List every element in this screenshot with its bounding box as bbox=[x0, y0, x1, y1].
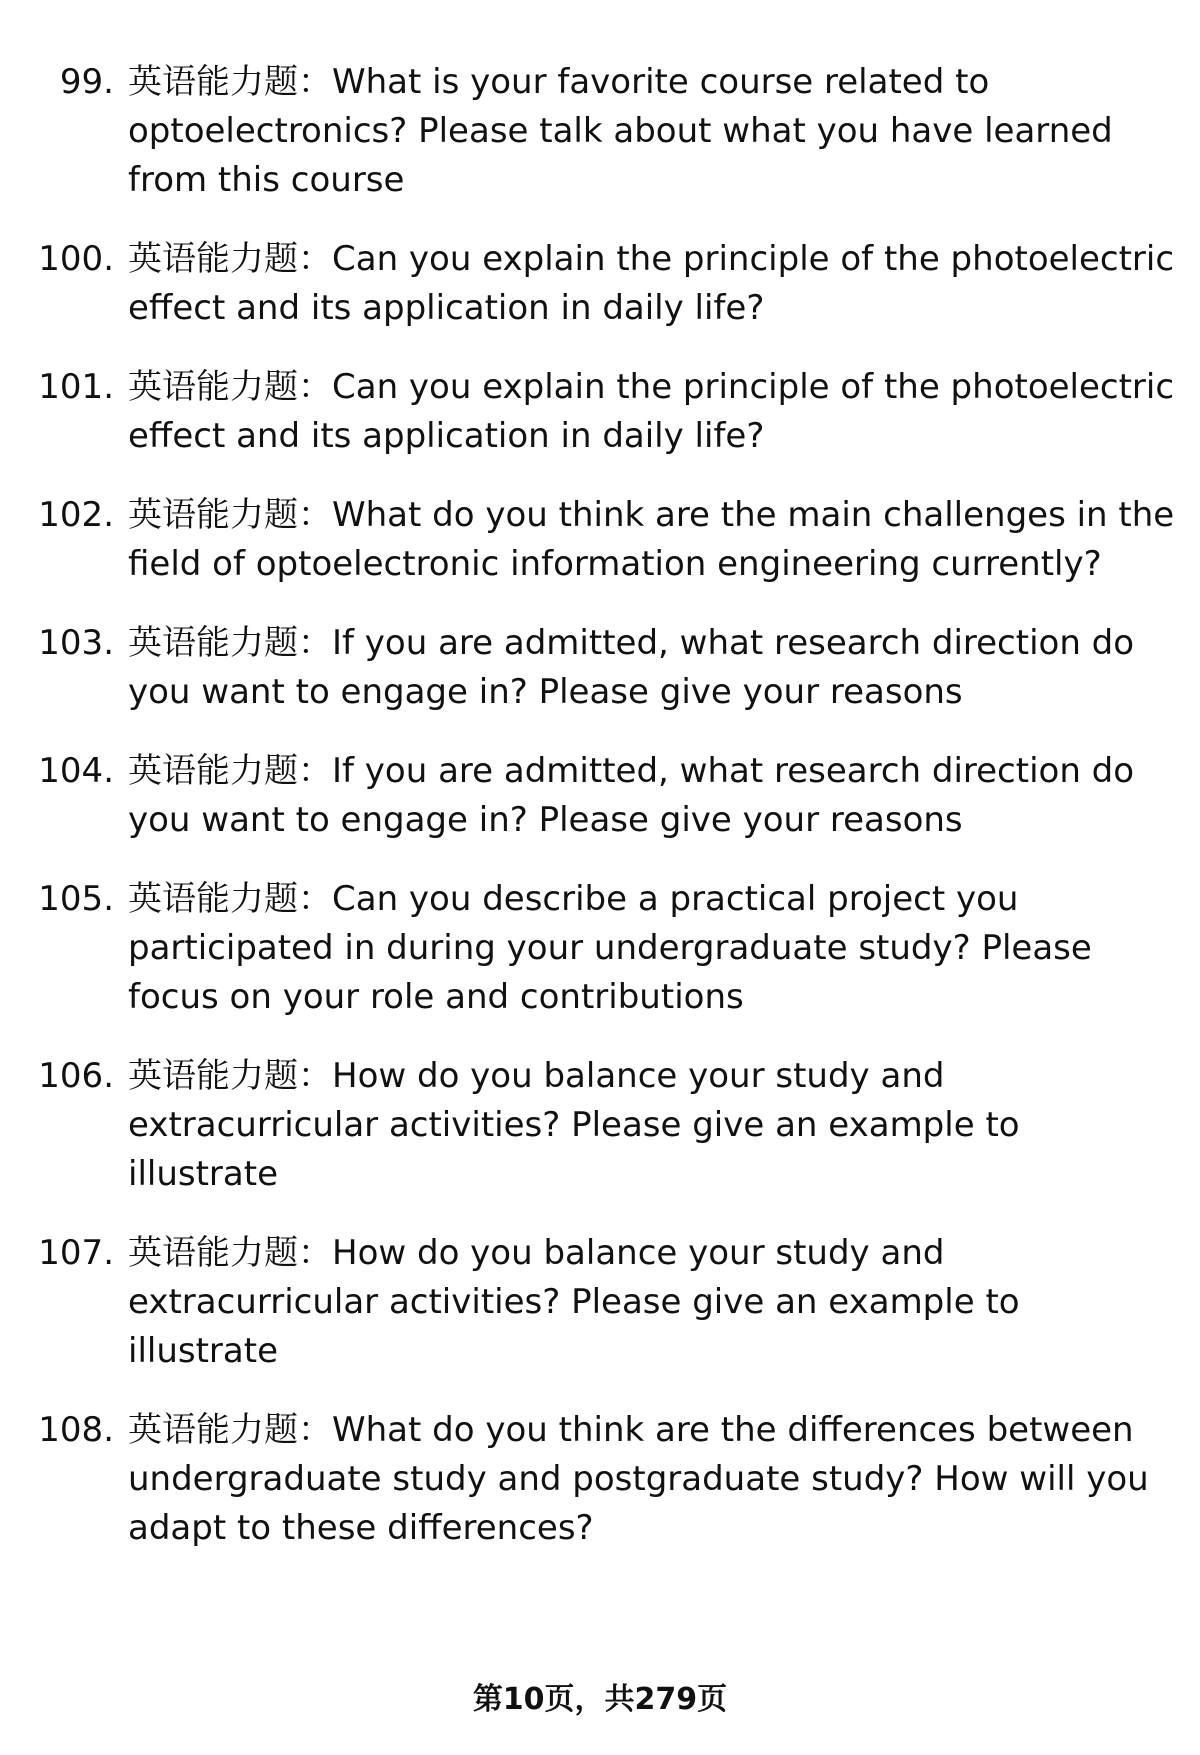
question-body bbox=[128, 875, 1178, 1022]
question-list bbox=[0, 58, 1200, 1583]
list-item bbox=[0, 1052, 1200, 1199]
question-text: What do you think are the main challenges in the field of optoelectronic information engineering currently? bbox=[128, 495, 1175, 584]
question-body bbox=[128, 58, 1178, 205]
question-number: 105. bbox=[38, 879, 114, 919]
question-prefix: 英语能力题： bbox=[128, 1056, 332, 1096]
question-body bbox=[128, 1229, 1178, 1376]
question-prefix: 英语能力题： bbox=[128, 367, 332, 407]
question-body bbox=[128, 491, 1178, 589]
question-text: Can you explain the principle of the photoelectric effect and its application in daily life? bbox=[128, 239, 1175, 328]
question-text: What is your favorite course related to optoelectronics? Please talk about what you have learned from this course bbox=[128, 62, 1113, 200]
question-prefix: 英语能力题： bbox=[128, 62, 332, 102]
question-number: 100. bbox=[38, 239, 114, 279]
question-number: 104. bbox=[38, 751, 114, 791]
question-prefix: 英语能力题： bbox=[128, 239, 332, 279]
question-prefix: 英语能力题： bbox=[128, 495, 332, 535]
list-item bbox=[0, 1229, 1200, 1376]
list-item bbox=[0, 235, 1200, 333]
list-item bbox=[0, 363, 1200, 461]
question-number: 102. bbox=[38, 495, 114, 535]
page-number-label: 第10页，共279页 bbox=[472, 1682, 728, 1717]
question-number: 99. bbox=[59, 62, 114, 102]
question-prefix: 英语能力题： bbox=[128, 623, 332, 663]
question-prefix: 英语能力题： bbox=[128, 1410, 332, 1450]
question-number: 108. bbox=[38, 1410, 114, 1450]
question-prefix: 英语能力题： bbox=[128, 1233, 332, 1273]
list-item bbox=[0, 58, 1200, 205]
list-item bbox=[0, 1406, 1200, 1553]
question-body bbox=[128, 1052, 1178, 1199]
question-body bbox=[128, 363, 1178, 461]
question-number: 107. bbox=[38, 1233, 114, 1273]
question-number: 103. bbox=[38, 623, 114, 663]
list-item bbox=[0, 875, 1200, 1022]
list-item bbox=[0, 491, 1200, 589]
list-item bbox=[0, 619, 1200, 717]
question-text: Can you describe a practical project you participated in during your undergraduate study? Please focus on your role and contributions bbox=[128, 879, 1092, 1017]
question-prefix: 英语能力题： bbox=[128, 751, 332, 791]
question-number: 101. bbox=[38, 367, 114, 407]
question-number: 106. bbox=[38, 1056, 114, 1096]
question-text: What do you think are the differences between undergraduate study and postgraduate study? How will you adapt to these differences? bbox=[128, 1410, 1149, 1548]
list-item bbox=[0, 747, 1200, 845]
question-text: If you are admitted, what research direction do you want to engage in? Please give your reasons bbox=[128, 623, 1135, 712]
page-footer bbox=[0, 1680, 1200, 1720]
question-prefix: 英语能力题： bbox=[128, 879, 332, 919]
question-text: If you are admitted, what research direction do you want to engage in? Please give your reasons bbox=[128, 751, 1135, 840]
question-text: Can you explain the principle of the photoelectric effect and its application in daily life? bbox=[128, 367, 1175, 456]
question-text: How do you balance your study and extracurricular activities? Please give an example to illustrate bbox=[128, 1233, 1020, 1371]
question-text: How do you balance your study and extracurricular activities? Please give an example to illustrate bbox=[128, 1056, 1020, 1194]
question-body bbox=[128, 235, 1178, 333]
question-body bbox=[128, 1406, 1178, 1553]
question-body bbox=[128, 619, 1178, 717]
question-body bbox=[128, 747, 1178, 845]
